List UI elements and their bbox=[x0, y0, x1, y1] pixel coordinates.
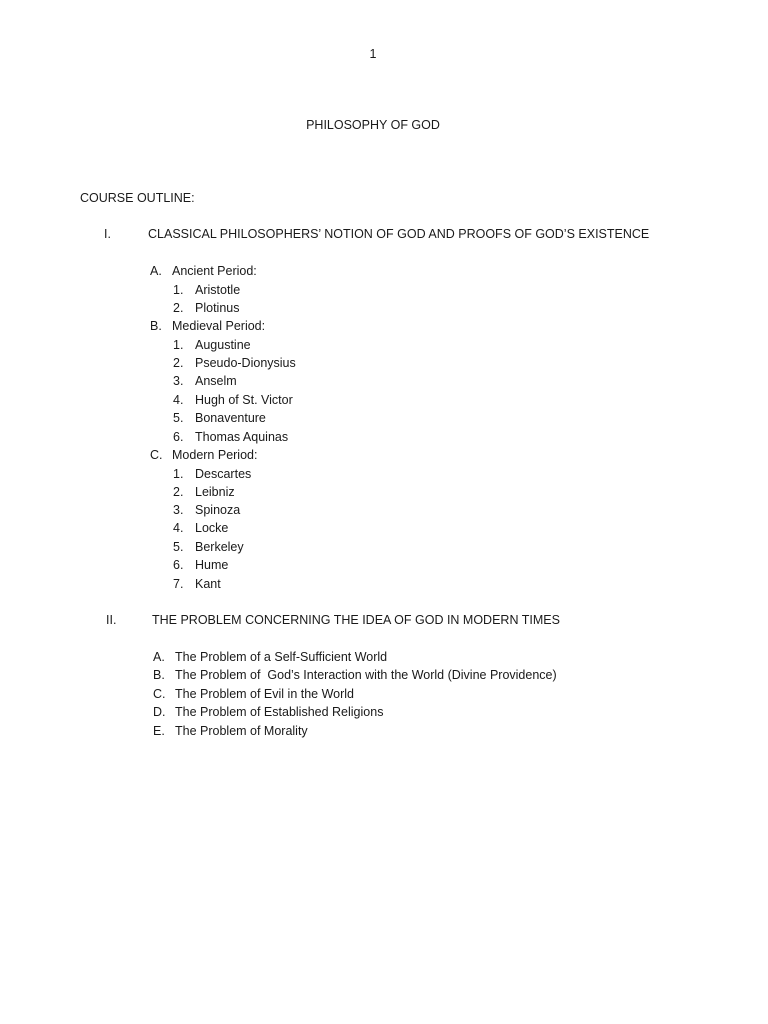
item-marker: 1. bbox=[173, 467, 184, 481]
item-text: The Problem of Established Religions bbox=[175, 705, 384, 719]
list-item bbox=[173, 540, 244, 554]
item-text: Hugh of St. Victor bbox=[195, 393, 293, 407]
list-item bbox=[173, 338, 251, 352]
list-item bbox=[173, 301, 239, 315]
item-marker: 5. bbox=[173, 540, 184, 554]
period-label: Modern Period: bbox=[172, 448, 258, 462]
document-title: PHILOSOPHY OF GOD bbox=[306, 118, 440, 132]
item-marker: 1. bbox=[173, 283, 184, 297]
item-marker: 6. bbox=[173, 558, 184, 572]
page-number: 1 bbox=[369, 47, 377, 61]
list-item bbox=[173, 283, 240, 297]
list-item bbox=[173, 558, 228, 572]
item-text: Thomas Aquinas bbox=[195, 430, 289, 444]
item-text: The Problem of Evil in the World bbox=[175, 687, 355, 701]
list-item bbox=[173, 430, 288, 444]
item-marker: C. bbox=[153, 687, 166, 701]
list-item bbox=[153, 705, 383, 719]
item-text: Plotinus bbox=[195, 301, 240, 315]
period-label: Medieval Period: bbox=[172, 319, 266, 333]
period-marker: C. bbox=[150, 448, 163, 462]
item-marker: 2. bbox=[173, 356, 184, 370]
item-text: Anselm bbox=[195, 374, 237, 388]
item-marker: 3. bbox=[173, 374, 184, 388]
item-marker: 4. bbox=[173, 393, 184, 407]
item-text: Pseudo-Dionysius bbox=[195, 356, 296, 370]
list-item bbox=[173, 503, 240, 517]
item-text: Hume bbox=[195, 558, 229, 572]
item-marker: E. bbox=[153, 724, 165, 738]
list-item bbox=[173, 577, 221, 591]
list-item bbox=[173, 485, 235, 499]
list-item bbox=[173, 393, 293, 407]
course-outline-label: COURSE OUTLINE: bbox=[80, 191, 195, 205]
list-item bbox=[173, 374, 237, 388]
list-item bbox=[153, 687, 354, 701]
list-item bbox=[153, 668, 557, 682]
item-text: Leibniz bbox=[195, 485, 235, 499]
item-text: The Problem of a Self-Sufficient World bbox=[175, 650, 388, 664]
section-1-numeral: I. bbox=[104, 227, 111, 241]
list-item bbox=[173, 356, 296, 370]
item-text: Augustine bbox=[195, 338, 251, 352]
item-text: Spinoza bbox=[195, 503, 241, 517]
item-text: Locke bbox=[195, 521, 229, 535]
period-modern bbox=[150, 448, 257, 462]
item-text: The Problem of God’s Interaction with the World (Divine Providence) bbox=[175, 668, 557, 682]
item-text: Aristotle bbox=[195, 283, 241, 297]
list-item bbox=[153, 650, 387, 664]
item-marker: 3. bbox=[173, 503, 184, 517]
period-marker: B. bbox=[150, 319, 162, 333]
item-marker: 7. bbox=[173, 577, 184, 591]
section-1-title: CLASSICAL PHILOSOPHERS’ NOTION OF GOD AND PROOFS OF GOD’S EXISTENCE bbox=[148, 227, 650, 241]
item-marker: B. bbox=[153, 668, 165, 682]
item-marker: D. bbox=[153, 705, 166, 719]
period-marker: A. bbox=[150, 264, 162, 278]
item-marker: 4. bbox=[173, 521, 184, 535]
item-marker: 1. bbox=[173, 338, 184, 352]
item-text: The Problem of Morality bbox=[175, 724, 308, 738]
list-item bbox=[173, 467, 251, 481]
item-text: Berkeley bbox=[195, 540, 244, 554]
item-marker: 6. bbox=[173, 430, 184, 444]
item-text: Descartes bbox=[195, 467, 252, 481]
item-text: Kant bbox=[195, 577, 221, 591]
item-text: Bonaventure bbox=[195, 411, 266, 425]
item-marker: 2. bbox=[173, 301, 184, 315]
section-2-title: THE PROBLEM CONCERNING THE IDEA OF GOD IN MODERN TIMES bbox=[152, 613, 560, 627]
period-ancient bbox=[150, 264, 257, 278]
item-marker: 2. bbox=[173, 485, 184, 499]
item-marker: 5. bbox=[173, 411, 184, 425]
item-marker: A. bbox=[153, 650, 165, 664]
list-item bbox=[173, 411, 266, 425]
period-label: Ancient Period: bbox=[172, 264, 257, 278]
list-item bbox=[173, 521, 228, 535]
period-medieval bbox=[150, 319, 265, 333]
section-2-numeral: II. bbox=[106, 613, 117, 627]
list-item bbox=[153, 724, 308, 738]
